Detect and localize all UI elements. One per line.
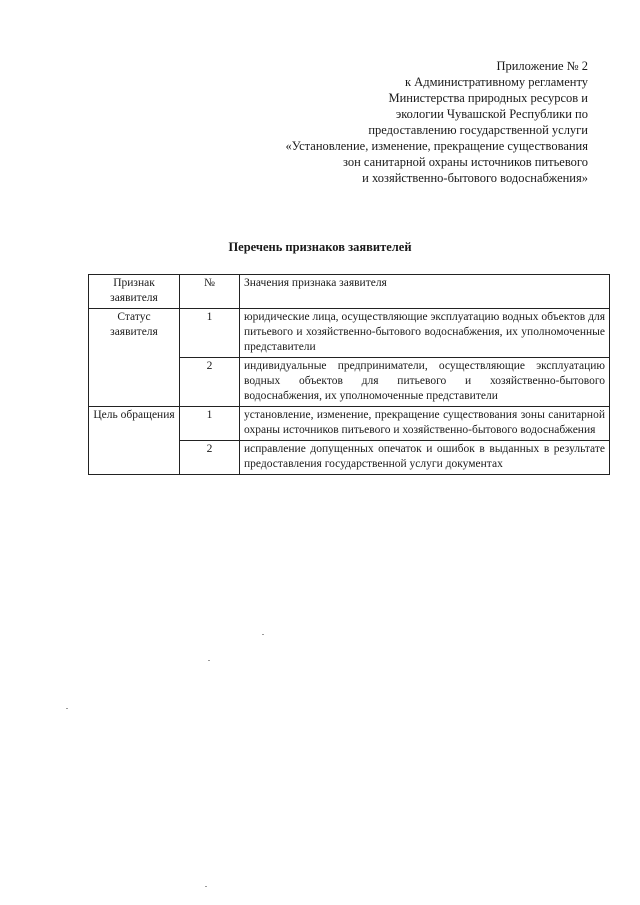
appendix-line: Министерства природных ресурсов и — [388, 91, 588, 105]
scan-speck — [208, 660, 210, 661]
appendix-line: Приложение № 2 — [496, 59, 588, 73]
header-value: Значения признака заявителя — [240, 275, 610, 309]
header-sign: Признак заявителя — [89, 275, 180, 309]
value-cell: юридические лица, осуществляющие эксплуатацию водных объектов для питьевого и хозяйственно-бытового водоснабжения, их уполномоченные представители — [240, 309, 610, 358]
header-number: № — [180, 275, 240, 309]
number-cell: 2 — [180, 358, 240, 407]
appendix-line: к Административному регламенту — [404, 75, 588, 89]
value-cell: индивидуальные предприниматели, осуществляющие эксплуатацию водных объектов для питьевого и хозяйственно-бытового водоснабжения, их уполномоченные представители — [240, 358, 610, 407]
number-cell: 2 — [180, 441, 240, 475]
sign-cell: Статус заявителя — [89, 309, 180, 407]
appendix-line: зон санитарной охраны источников питьевого — [343, 155, 588, 169]
applicant-signs-table — [88, 274, 610, 475]
table-row — [89, 309, 610, 358]
number-cell: 1 — [180, 309, 240, 358]
appendix-line: и хозяйственно-бытового водоснабжения» — [362, 171, 588, 185]
document-title: Перечень признаков заявителей — [228, 240, 412, 254]
scan-speck — [262, 634, 264, 635]
number-cell: 1 — [180, 407, 240, 441]
appendix-line: экологии Чувашской Республики по — [395, 107, 588, 121]
appendix-block — [208, 58, 588, 186]
appendix-line: предоставлению государственной услуги — [368, 123, 588, 137]
sign-cell: Цель обращения — [89, 407, 180, 475]
scan-speck — [66, 708, 68, 709]
appendix-line: «Установление, изменение, прекращение существования — [285, 139, 588, 153]
scan-speck — [205, 886, 207, 887]
table-row — [89, 407, 610, 441]
value-cell: исправление допущенных опечаток и ошибок в выданных в результате предоставления государственной услуги документах — [240, 441, 610, 475]
table-header-row — [89, 275, 610, 309]
value-cell: установление, изменение, прекращение существования зоны санитарной охраны источников питьевого и хозяйственно-бытового водоснабжения — [240, 407, 610, 441]
